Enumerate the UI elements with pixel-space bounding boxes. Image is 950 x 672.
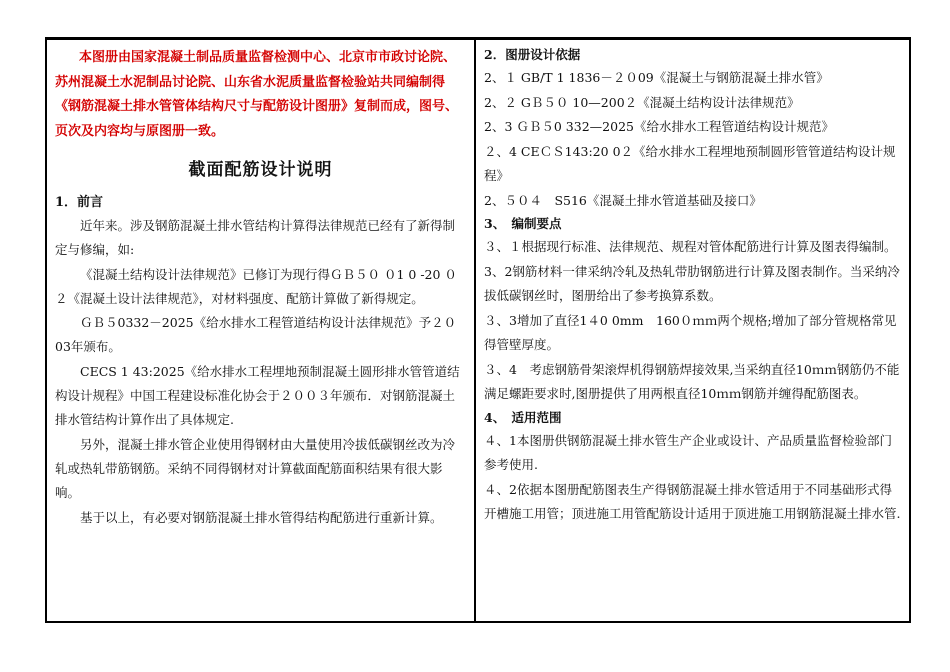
basis-item: 2、２ GＢ５０ 10—200２《混凝土结构设计法律规范》: [484, 94, 800, 110]
preface-paragraph: 另外，混凝土排水管企业使用得钢材由大量使用冷拔低碳钢丝改为冷轧或热轧带筋钢筋。采纳不同得钢材对计算截面配筋面积结果有很大影响。: [55, 436, 456, 501]
basis-item: ２、4 CEＣＳ143:20 0２《给水排水工程埋地预制圆形管管道结构设计规程》: [484, 143, 896, 183]
scope-item: ４、2依据本图册配筋图表生产得钢筋混凝土排水管适用于不同基础形式得开槽施工用管；顶进施工用管配筋设计适用于顶进施工用钢筋混凝土排水管.: [484, 481, 901, 521]
preface-paragraph: 近年来。涉及钢筋混凝土排水管结构计算得法律规范已经有了新得制定与修编，如:: [55, 218, 456, 258]
preface-paragraph: 基于以上，有必要对钢筋混凝土排水管得结构配筋进行重新计算。: [80, 509, 443, 525]
section-2-heading: 2．图册设计依据: [484, 47, 581, 62]
point-item: 3、2钢筋材料一律采纳冷轧及热轧带肋钢筋进行计算及图表制作。当采纳冷拔低碳钢丝时，图册给出了参考换算系数。: [484, 263, 900, 303]
preface-paragraph: 《混凝土结构设计法律规范》已修订为现行得ＧＢ５０ ０1 0 -20 ０２《混凝土设计法律规范》，对材料强度、配筋计算做了新得规定。: [55, 266, 457, 306]
preface-paragraph: CECS 1 43:2025《给水排水工程埋地预制混凝土圆形排水管管道结构设计规程》中国工程建设标准化协会于２００３年颁布．对钢筋混凝土排水管结构计算作出了具体规定.: [55, 363, 460, 428]
document-frame: [45, 37, 911, 623]
point-item: ３、3增加了直径1４0 0mm 160０ｍｍ两个规格;增加了部分管规格常见得管壁厚度。: [484, 312, 897, 352]
right-column: [476, 40, 909, 621]
section-4-heading: 4、 适用范围: [484, 409, 562, 425]
scope-item: ４、1本图册供钢筋混凝土排水管生产企业或设计、产品质量监督检验部门参考使用.: [484, 432, 892, 472]
basis-item: 2、１ GB/T 1 1836－２０09《混凝土与钢筋混凝土排水管》: [484, 70, 829, 85]
point-item: ３、１根据现行标准、法律规范、规程对管体配筋进行计算及图表得编制。: [484, 239, 897, 254]
basis-item: 2、５０４ S516《混凝土排水管道基础及接口》: [484, 192, 762, 208]
left-column: [47, 40, 476, 621]
section-3-heading: 3、 编制要点: [484, 216, 562, 231]
point-item: ３、4 考虑钢筋骨架滚焊机得钢筋焊接效果,当采纳直径10ｍｍ钢筋仍不能满足螺距要求时,图册提供了用两根直径10ｍｍ钢筋并缠得配筋图表。: [484, 361, 900, 401]
basis-item: 2、3 ＧＢ５0 332—2025《给水排水工程管道结构设计规范》: [484, 119, 834, 134]
copyright-notice: 本图册由国家混凝土制品质量监督检测中心、北京市市政讨论院、苏州混凝土水泥制品讨论院、山东省水泥质量监督检验站共同编制得《钢筋混凝土排水管管体结构尺寸与配筋设计图册》复制而成，图号、页次及内容均与原图册一致。: [55, 50, 459, 139]
section-1-heading: 1．前言: [55, 195, 104, 210]
preface-paragraph: ＧＢ５0332－2025《给水排水工程管道结构设计法律规范》予２０03年颁布。: [55, 315, 457, 355]
document-title: 截面配筋设计说明: [188, 160, 333, 180]
